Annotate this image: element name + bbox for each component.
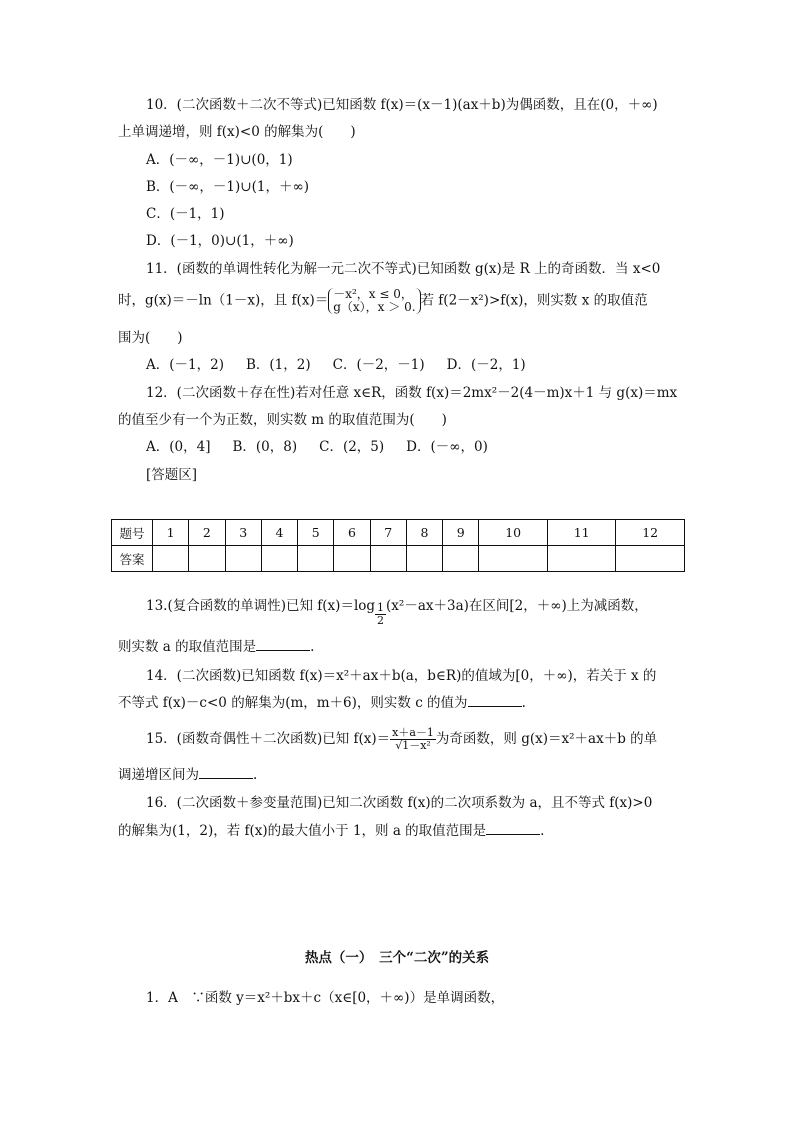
q13-line2-text: 则实数 a 的取值范围是 xyxy=(118,639,257,655)
question-number-cell: 8 xyxy=(406,520,442,546)
answer-blank[interactable] xyxy=(256,637,310,651)
q15-fraction xyxy=(390,727,436,752)
answer-blank[interactable] xyxy=(199,765,253,779)
piecewise-brace xyxy=(328,288,420,314)
period: . xyxy=(253,767,258,783)
q11-options xyxy=(146,355,526,375)
question-number-cell: 12 xyxy=(616,520,685,546)
q11-option-d: D．(－2，1) xyxy=(446,357,526,373)
q12-option-d: D．(－∞，0) xyxy=(406,439,488,455)
answer-table-header-answer: 答案 xyxy=(112,546,153,572)
fraction-numerator: x＋a－1 xyxy=(392,726,434,739)
q12-option-c: C．(2，5) xyxy=(319,439,385,455)
answer-table xyxy=(111,519,685,572)
q13-line1 xyxy=(146,596,648,627)
answer-cell[interactable] xyxy=(616,546,685,572)
q11-option-c: C．(－2，－1) xyxy=(332,357,425,373)
answer-table-header-number: 题号 xyxy=(112,520,153,546)
q10-line2: 上单调递增，则 f(x)<0 的解集为( ) xyxy=(118,124,356,140)
question-number-cell: 11 xyxy=(547,520,616,546)
log-base-fraction xyxy=(375,602,386,627)
fraction-denominator: 2 xyxy=(377,614,385,627)
answer-cell[interactable] xyxy=(334,546,370,572)
question-number-cell: 3 xyxy=(225,520,261,546)
q11-line3: 围为( ) xyxy=(118,330,183,346)
q10-line1: 10．(二次函数＋二次不等式)已知函数 f(x)＝(x－1)(ax＋b)为偶函数，且在(0，＋∞) xyxy=(146,97,658,113)
answer-cell[interactable] xyxy=(547,546,616,572)
q15-line2-text: 调递增区间为 xyxy=(118,767,199,783)
answer-cell[interactable] xyxy=(370,546,406,572)
answer-cell[interactable] xyxy=(406,546,442,572)
question-number-cell: 6 xyxy=(334,520,370,546)
q11-line2 xyxy=(118,288,648,314)
q11-option-a: A．(－1，2) xyxy=(146,357,224,373)
answer-cell[interactable] xyxy=(298,546,334,572)
question-number-cell: 7 xyxy=(370,520,406,546)
q14-line2-text: 不等式 f(x)－c<0 的解集为(m，m＋6)，则实数 c 的值为 xyxy=(118,695,468,711)
answer-cell[interactable] xyxy=(189,546,225,572)
q12-option-a: A．(0，4] xyxy=(146,439,211,455)
q16-line2 xyxy=(118,821,544,841)
q13-post: (x²－ax＋3a)在区间[2，＋∞)上为减函数， xyxy=(386,598,648,614)
q10-option-c: C．(－1，1) xyxy=(146,206,225,222)
answer-table-answer-row xyxy=(112,546,685,572)
section-title: 热点（一） 三个“二次”的关系 xyxy=(304,950,490,966)
q11-option-b: B．(1，2) xyxy=(245,357,311,373)
answer-cell[interactable] xyxy=(261,546,297,572)
answer-cell[interactable] xyxy=(479,546,548,572)
period: . xyxy=(310,639,315,655)
q14-line2 xyxy=(118,693,526,713)
question-number-cell: 10 xyxy=(479,520,548,546)
answer-cell[interactable] xyxy=(153,546,189,572)
fraction-numerator: 1 xyxy=(377,601,385,614)
q12-option-b: B．(0，8) xyxy=(232,439,298,455)
q14-line1: 14．(二次函数)已知函数 f(x)＝x²＋ax＋b(a，b∈R)的值域为[0，＋∞)，若关于 x 的 xyxy=(146,668,657,684)
answer-blank[interactable] xyxy=(486,821,540,835)
q15-pre: 15．(函数奇偶性＋二次函数)已知 f(x)＝ xyxy=(146,731,391,747)
q10-option-b: B．(－∞，－1)∪(1，＋∞) xyxy=(146,179,309,195)
answer-cell[interactable] xyxy=(225,546,261,572)
answer-area-label: [答题区] xyxy=(146,467,198,483)
q15-line2 xyxy=(118,765,257,785)
q12-options xyxy=(146,437,488,457)
answer-cell[interactable] xyxy=(443,546,479,572)
q12-line2: 的值至少有一个为正数，则实数 m 的取值范围为( ) xyxy=(118,412,447,428)
answer-1-explanation: 1．A ∵函数 y＝x²＋bx＋c（x∈[0，＋∞)）是单调函数， xyxy=(146,990,505,1006)
q13-line2 xyxy=(118,637,314,657)
answer-table-number-row xyxy=(112,520,685,546)
q11-line2-pre: 时，g(x)＝－ln（1－x)，且 f(x)＝ xyxy=(118,292,329,309)
q13-pre: 13.(复合函数的单调性)已知 f(x)＝log xyxy=(146,598,376,614)
q15-post: 为奇函数，则 g(x)＝x²＋ax＋b 的单 xyxy=(435,731,658,747)
q15-line1 xyxy=(146,727,657,752)
answer-blank[interactable] xyxy=(468,693,522,707)
question-number-cell: 2 xyxy=(189,520,225,546)
question-number-cell: 1 xyxy=(153,520,189,546)
q12-line1: 12．(二次函数＋存在性)若对任意 x∈R，函数 f(x)＝2mx²－2(4－m)x＋1 与 g(x)＝mx xyxy=(146,385,678,401)
question-number-cell: 4 xyxy=(261,520,297,546)
piece-1: －x²，x ≤ 0， xyxy=(333,287,413,301)
q16-line2-text: 的解集为(1，2)，若 f(x)的最大值小于 1，则 a 的取值范围是 xyxy=(118,823,487,839)
q11-line2-post: 若 f(2－x²)>f(x)，则实数 x 的取值范 xyxy=(420,292,648,309)
q11-line1: 11．(函数的单调性转化为解一元二次不等式)已知函数 g(x)是 R 上的奇函数．当 x<0 xyxy=(146,261,661,277)
q10-option-a: A．(－∞，－1)∪(0，1) xyxy=(146,152,293,168)
question-number-cell: 5 xyxy=(298,520,334,546)
period: . xyxy=(540,823,545,839)
question-number-cell: 9 xyxy=(443,520,479,546)
piece-2: g（x），x ＞ 0. xyxy=(333,300,416,314)
q10-option-d: D．(－1，0)∪(1，＋∞) xyxy=(146,233,294,249)
fraction-denominator: √1－x² xyxy=(395,739,431,752)
period: . xyxy=(521,695,526,711)
q16-line1: 16．(二次函数＋参变量范围)已知二次函数 f(x)的二次项系数为 a，且不等式 f(x)>0 xyxy=(146,795,653,811)
